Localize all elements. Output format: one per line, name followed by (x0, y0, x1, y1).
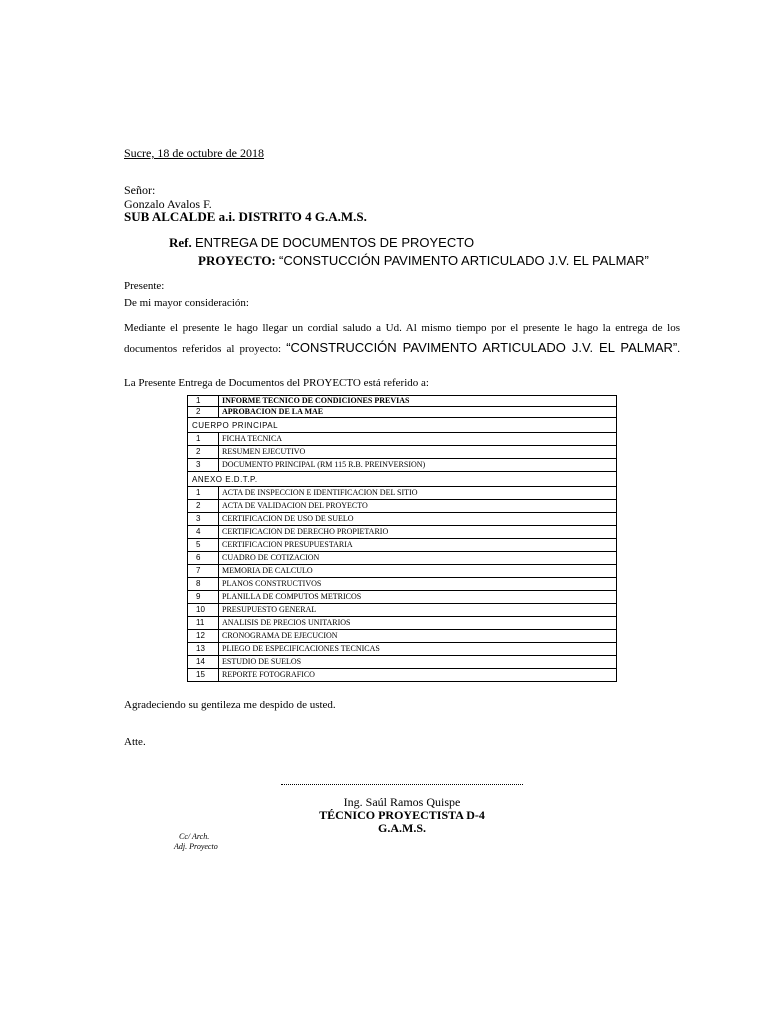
closing-line: Agradeciendo su gentileza me despido de usted. (124, 699, 336, 711)
row-number: 3 (188, 513, 219, 526)
documents-table (187, 395, 617, 682)
table-row (188, 552, 617, 565)
row-number: 3 (188, 459, 219, 472)
row-text: ACTA DE VALIDACION DEL PROYECTO (219, 500, 617, 513)
table-row (188, 604, 617, 617)
row-number: 5 (188, 539, 219, 552)
row-number: 2 (188, 446, 219, 459)
project-line (198, 253, 649, 269)
table-row (188, 487, 617, 500)
footnote-cc: Cc/ Arch. (179, 832, 210, 841)
body-paragraph (124, 318, 680, 359)
row-text: APROBACION DE LA MAE (219, 407, 617, 418)
signature-role: TÉCNICO PROYECTISTA D-4 (319, 808, 485, 822)
table-row (188, 396, 617, 407)
body-end: . (677, 343, 680, 355)
signature-line (281, 784, 523, 785)
row-text: PRESUPUESTO GENERAL (219, 604, 617, 617)
recipient-title: SUB ALCALDE a.i. DISTRITO 4 G.A.M.S. (124, 209, 367, 224)
row-number: 15 (188, 669, 219, 682)
table-row (188, 446, 617, 459)
row-text: CERTIFICACION DE DERECHO PROPIETARIO (219, 526, 617, 539)
greeting: Presente: (124, 280, 165, 292)
row-text: CUADRO DE COTIZACION (219, 552, 617, 565)
consideration: De mi mayor consideración: (124, 297, 249, 309)
list-intro: La Presente Entrega de Documentos del PROYECTO está referido a: (124, 377, 429, 389)
row-number: 7 (188, 565, 219, 578)
row-text: INFORME TECNICO DE CONDICIONES PREVIAS (219, 396, 617, 407)
table-row (188, 578, 617, 591)
row-text: ESTUDIO DE SUELOS (219, 656, 617, 669)
row-text: CRONOGRAMA DE EJECUCION (219, 630, 617, 643)
letter-date: Sucre, 18 de octubre de 2018 (124, 146, 264, 160)
table-row (188, 433, 617, 446)
body-project-name: “CONSTRUCCIÓN PAVIMENTO ARTICULADO J.V. EL PALMAR” (286, 340, 678, 355)
row-text: DOCUMENTO PRINCIPAL (RM 115 R.B. PREINVERSION) (219, 459, 617, 472)
table-row (188, 591, 617, 604)
project-title: “CONSTUCCIÓN PAVIMENTO ARTICULADO J.V. EL PALMAR” (279, 253, 649, 268)
row-text: REPORTE FOTOGRAFICO (219, 669, 617, 682)
row-number: 10 (188, 604, 219, 617)
row-text: CERTIFICACION DE USO DE SUELO (219, 513, 617, 526)
row-number: 9 (188, 591, 219, 604)
table-row (188, 617, 617, 630)
table-row (188, 407, 617, 418)
row-number: 13 (188, 643, 219, 656)
section-header-row (188, 472, 617, 487)
reference-text: ENTREGA DE DOCUMENTOS DE PROYECTO (195, 235, 475, 250)
table-row (188, 643, 617, 656)
row-text: PLANILLA DE COMPUTOS METRICOS (219, 591, 617, 604)
row-number: 1 (188, 433, 219, 446)
row-text: ACTA DE INSPECCION E IDENTIFICACION DEL SITIO (219, 487, 617, 500)
table-row (188, 565, 617, 578)
reference-label: Ref. (169, 235, 192, 250)
section-header-row (188, 418, 617, 433)
body-text: Mediante el presente le hago llegar un cordial saludo a Ud. Al mismo tiempo por el presente le hago la entrega de los documentos referidos al proyecto: (124, 322, 680, 355)
footnote-attachment: Adj. Proyecto (174, 842, 218, 851)
row-number: 12 (188, 630, 219, 643)
row-number: 11 (188, 617, 219, 630)
row-number: 6 (188, 552, 219, 565)
table-row (188, 669, 617, 682)
project-label: PROYECTO: (198, 253, 276, 268)
section-title-cuerpo-principal: CUERPO PRINCIPAL (188, 418, 617, 433)
table-row (188, 500, 617, 513)
table-row (188, 630, 617, 643)
table-row (188, 656, 617, 669)
row-number: 1 (188, 487, 219, 500)
table-row (188, 513, 617, 526)
row-number: 4 (188, 526, 219, 539)
row-number: 14 (188, 656, 219, 669)
row-number: 1 (188, 396, 219, 407)
reference-line (169, 235, 474, 251)
row-text: MEMORIA DE CALCULO (219, 565, 617, 578)
table-row (188, 526, 617, 539)
recipient-salutation: Señor: (124, 183, 156, 197)
row-number: 2 (188, 500, 219, 513)
section-title-anexo: ANEXO E.D.T.P. (188, 472, 617, 487)
table-row (188, 459, 617, 472)
row-text: CERTIFICACION PRESUPUESTARIA (219, 539, 617, 552)
row-text: PLIEGO DE ESPECIFICACIONES TECNICAS (219, 643, 617, 656)
signature-name: Ing. Saúl Ramos Quispe (343, 795, 461, 809)
recipient-name: Gonzalo Avalos F. (124, 197, 212, 211)
row-number: 2 (188, 407, 219, 418)
row-text: FICHA TECNICA (219, 433, 617, 446)
row-text: ANALISIS DE PRECIOS UNITARIOS (219, 617, 617, 630)
row-text: RESUMEN EJECUTIVO (219, 446, 617, 459)
table-row (188, 539, 617, 552)
row-text: PLANOS CONSTRUCTIVOS (219, 578, 617, 591)
signature-org: G.A.M.S. (378, 821, 426, 835)
row-number: 8 (188, 578, 219, 591)
atte: Atte. (124, 736, 146, 748)
